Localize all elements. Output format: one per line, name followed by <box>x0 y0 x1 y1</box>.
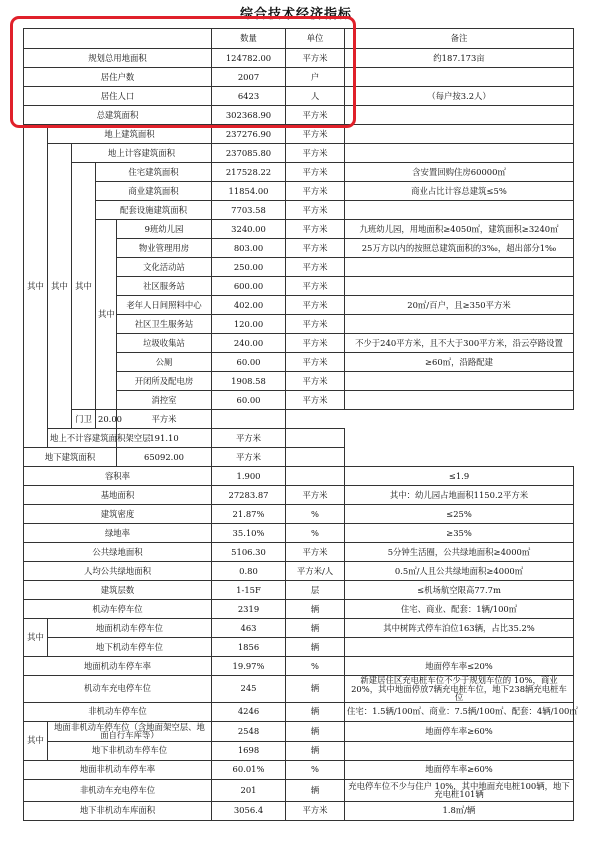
table-cell: ≥35% <box>345 524 574 543</box>
table-cell: 地面停车率≥60% <box>345 760 574 779</box>
table-cell: 65092.00 <box>117 448 212 467</box>
table-cell: 约187.173亩 <box>345 49 574 68</box>
table-cell: 5分钟生活圈，公共绿地面积≥4000㎡ <box>345 543 574 562</box>
table-cell: % <box>286 760 345 779</box>
table-cell: 2007 <box>212 68 286 87</box>
table-cell: 3240.00 <box>212 220 286 239</box>
table-cell: 地上建筑面积 <box>48 125 212 144</box>
table-cell <box>345 277 574 296</box>
table-cell: 地下非机动车库面积 <box>24 801 212 820</box>
table-cell: 120.00 <box>212 315 286 334</box>
table-cell: 地面机动车停车率 <box>24 657 212 676</box>
table-cell: 社区卫生服务站 <box>117 315 212 334</box>
table-row <box>24 543 574 562</box>
table-cell: 191.10 <box>117 429 212 448</box>
table-row <box>24 524 574 543</box>
table-cell: 户 <box>286 68 345 87</box>
table-cell: 文化活动站 <box>117 258 212 277</box>
table-row <box>24 163 574 182</box>
header-note: 备注 <box>345 29 574 49</box>
table-cell: 平方米 <box>286 201 345 220</box>
table-cell: 辆 <box>286 600 345 619</box>
table-cell: 平方米 <box>286 239 345 258</box>
table-cell <box>345 741 574 760</box>
table-cell: 门卫 <box>72 410 96 429</box>
table-cell: 平方米 <box>286 353 345 372</box>
table-cell: 5106.30 <box>212 543 286 562</box>
table-row <box>24 657 574 676</box>
table-cell: 住宅：1.5辆/100㎡、商业：7.5辆/100㎡、配套：4辆/100㎡ <box>345 702 574 721</box>
table-cell: 60.01% <box>212 760 286 779</box>
table-cell: 地面停车率≥60% <box>345 721 574 741</box>
table-cell: 其中：幼儿园占地面积1150.2平方米 <box>345 486 574 505</box>
header-item <box>24 29 212 49</box>
table-cell: 4246 <box>212 702 286 721</box>
table-cell: 19.97% <box>212 657 286 676</box>
table-cell: 公厕 <box>117 353 212 372</box>
table-cell: 250.00 <box>212 258 286 277</box>
table-cell: 600.00 <box>212 277 286 296</box>
header-quantity: 数量 <box>212 29 286 49</box>
table-cell: 0.80 <box>212 562 286 581</box>
table-cell: 0.5㎡/人且公共绿地面积≥4000㎡ <box>345 562 574 581</box>
table-cell: 层 <box>286 581 345 600</box>
table-cell: 1856 <box>212 638 286 657</box>
table-cell: 平方米 <box>286 144 345 163</box>
table-cell: 60.00 <box>212 353 286 372</box>
table-cell: % <box>286 657 345 676</box>
table-cell: 物业管理用房 <box>117 239 212 258</box>
table-cell: 402.00 <box>212 296 286 315</box>
table-cell <box>345 638 574 657</box>
document-title: 综合技术经济指标 <box>239 7 352 22</box>
table-cell: 平方米 <box>286 543 345 562</box>
table-cell: 辆 <box>286 619 345 638</box>
table-row <box>24 702 574 721</box>
table-cell: % <box>286 505 345 524</box>
table-cell: 基地面积 <box>24 486 212 505</box>
table-row <box>24 144 574 163</box>
table-cell: 2319 <box>212 600 286 619</box>
table-cell: 规划总用地面积 <box>24 49 212 68</box>
table-cell: 2548 <box>212 721 286 741</box>
group-label: 其中 <box>24 721 48 760</box>
table-cell: 充电停车位不少与住户 10%，其中地面充电桩100辆，地下充电桩101辆 <box>345 779 574 801</box>
table-cell: 地下建筑面积 <box>24 448 117 467</box>
table-cell: 平方米 <box>286 182 345 201</box>
table-cell: 1-15F <box>212 581 286 600</box>
table-cell: 平方米 <box>286 277 345 296</box>
table-cell: 辆 <box>286 779 345 801</box>
table-cell: 容积率 <box>24 467 212 486</box>
table-cell: 消控室 <box>117 391 212 410</box>
table-cell: 平方米/人 <box>286 562 345 581</box>
table-cell: 平方米 <box>212 429 286 448</box>
table-cell: 地下非机动车停车位 <box>48 741 212 760</box>
table-row <box>24 676 574 703</box>
table-row <box>24 721 574 741</box>
table-cell: 绿地率 <box>24 524 212 543</box>
table-cell: 居住人口 <box>24 87 212 106</box>
table-cell: 地上计容建筑面积 <box>72 144 212 163</box>
table-row <box>24 448 574 467</box>
table-cell: 25万方以内的按照总建筑面积的3‰，超出部分1‰ <box>345 239 574 258</box>
table-cell: （每户按3.2人） <box>345 87 574 106</box>
table-cell: 九班幼儿园，用地面积≥4050㎡，建筑面积≥3240㎡ <box>345 220 574 239</box>
table-cell <box>286 429 345 448</box>
table-row <box>24 49 574 68</box>
table-cell: 平方米 <box>286 372 345 391</box>
group-label: 其中 <box>48 144 72 429</box>
table-row <box>24 581 574 600</box>
table-cell: 新建居住区充电桩车位不少于规划车位的 10%，商业20%，其中地面停放7辆充电桩车位，地下238辆充电桩车位 <box>345 676 574 703</box>
table-cell <box>345 391 574 410</box>
table-row <box>24 600 574 619</box>
table-cell: ≤25% <box>345 505 574 524</box>
table-cell: 住宅、商业、配套：1辆/100㎡ <box>345 600 574 619</box>
table-cell: 其中树阵式停车泊位163辆，占比35.2% <box>345 619 574 638</box>
table-cell: 20.00 <box>96 410 117 429</box>
table-cell <box>212 410 286 429</box>
table-cell: 平方米 <box>286 315 345 334</box>
table-cell: 平方米 <box>286 486 345 505</box>
table-cell: 3056.4 <box>212 801 286 820</box>
table-cell: 地面非机动车停车率 <box>24 760 212 779</box>
table-cell <box>286 448 345 467</box>
table-row <box>24 467 574 486</box>
table-cell: 机动车充电停车位 <box>24 676 212 703</box>
table-cell <box>345 125 574 144</box>
table-cell: 302368.90 <box>212 106 286 125</box>
table-cell: 配套设施建筑面积 <box>96 201 212 220</box>
table-cell: 居住户数 <box>24 68 212 87</box>
header-row <box>24 29 574 49</box>
table-cell: 不少于240平方米，且不大于300平方米，沿云亭路设置 <box>345 334 574 353</box>
table-cell: 垃圾收集站 <box>117 334 212 353</box>
table-cell: 平方米 <box>286 801 345 820</box>
table-cell: 平方米 <box>117 410 212 429</box>
table-row <box>24 410 574 429</box>
table-cell <box>345 372 574 391</box>
table-cell: 总建筑面积 <box>24 106 212 125</box>
table-row <box>24 106 574 125</box>
table-cell: 开闭所及配电房 <box>117 372 212 391</box>
technical-economic-indicators-table <box>23 28 578 821</box>
table-cell: 237276.90 <box>212 125 286 144</box>
table-cell <box>345 258 574 277</box>
table-cell: 公共绿地面积 <box>24 543 212 562</box>
table-cell: 地面机动车停车位 <box>48 619 212 638</box>
table-cell: 7703.58 <box>212 201 286 220</box>
table-cell: 含安置回购住房60000㎡ <box>345 163 574 182</box>
table-cell: 地上不计容建筑面积架空层 <box>48 429 117 448</box>
table-cell: 非机动车停车位 <box>24 702 212 721</box>
table-cell: 人均公共绿地面积 <box>24 562 212 581</box>
group-label: 其中 <box>72 163 96 410</box>
table-cell: ≤机场航空限高77.7m <box>345 581 574 600</box>
table-cell: 人 <box>286 87 345 106</box>
table-cell: 9班幼儿园 <box>117 220 212 239</box>
table-row <box>24 68 574 87</box>
table-row <box>24 182 574 201</box>
table-row <box>24 220 574 239</box>
table-cell: % <box>286 524 345 543</box>
table-cell: 平方米 <box>286 258 345 277</box>
table-row <box>24 429 574 448</box>
table-cell: 平方米 <box>286 49 345 68</box>
table-cell: 217528.22 <box>212 163 286 182</box>
table-cell: 平方米 <box>286 125 345 144</box>
table-cell: 建筑层数 <box>24 581 212 600</box>
table-cell <box>345 315 574 334</box>
table-cell: 240.00 <box>212 334 286 353</box>
table-cell: 平方米 <box>286 220 345 239</box>
table-row <box>24 638 574 657</box>
group-label: 其中 <box>96 220 117 410</box>
table-row <box>24 505 574 524</box>
table-cell: 60.00 <box>212 391 286 410</box>
table-cell: 11854.00 <box>212 182 286 201</box>
table-cell: 地面停车率≤20% <box>345 657 574 676</box>
table-cell: 463 <box>212 619 286 638</box>
table-cell: 住宅建筑面积 <box>96 163 212 182</box>
table-cell: ≤1.9 <box>345 467 574 486</box>
table-cell: 老年人日间照料中心 <box>117 296 212 315</box>
table-cell: 245 <box>212 676 286 703</box>
table-cell: 非机动车充电停车位 <box>24 779 212 801</box>
table-cell <box>345 201 574 220</box>
table-row <box>24 619 574 638</box>
table-cell: 地下机动车停车位 <box>48 638 212 657</box>
table-cell: 辆 <box>286 702 345 721</box>
table-cell: 平方米 <box>286 391 345 410</box>
table-cell: 地面非机动车停车位（含地面架空层、地面自行车库等） <box>48 721 212 741</box>
table-row <box>24 779 574 801</box>
table-row <box>24 486 574 505</box>
table-cell: 平方米 <box>286 296 345 315</box>
table-cell: 6423 <box>212 87 286 106</box>
table-cell: 124782.00 <box>212 49 286 68</box>
table-cell: 辆 <box>286 638 345 657</box>
group-label: 其中 <box>24 125 48 448</box>
table-row <box>24 760 574 779</box>
table-row <box>24 741 574 760</box>
table-row <box>24 87 574 106</box>
table-cell: 1698 <box>212 741 286 760</box>
table-cell: 237085.80 <box>212 144 286 163</box>
table-cell: 35.10% <box>212 524 286 543</box>
table-cell: 201 <box>212 779 286 801</box>
table-cell: 20㎡/百户，且≥350平方米 <box>345 296 574 315</box>
table-cell: 1908.58 <box>212 372 286 391</box>
table-cell: 社区服务站 <box>117 277 212 296</box>
table-cell <box>345 144 574 163</box>
table-cell: 803.00 <box>212 239 286 258</box>
table-cell: 平方米 <box>286 106 345 125</box>
header-unit: 单位 <box>286 29 345 49</box>
table-cell: 平方米 <box>212 448 286 467</box>
table-cell <box>345 68 574 87</box>
table-cell: 建筑密度 <box>24 505 212 524</box>
table-cell: 27283.87 <box>212 486 286 505</box>
table-cell: 辆 <box>286 676 345 703</box>
table-cell: 1.900 <box>212 467 286 486</box>
table-row <box>24 125 574 144</box>
table-cell <box>286 467 345 486</box>
table-row <box>24 801 574 820</box>
table-cell: 1.8㎡/辆 <box>345 801 574 820</box>
table-cell: 机动车停车位 <box>24 600 212 619</box>
table-cell: 辆 <box>286 741 345 760</box>
table-cell: 辆 <box>286 721 345 741</box>
table-cell: 平方米 <box>286 334 345 353</box>
table-cell <box>345 106 574 125</box>
table-cell: 21.87% <box>212 505 286 524</box>
table-cell: 商业建筑面积 <box>96 182 212 201</box>
group-label: 其中 <box>24 619 48 657</box>
table-cell: 商业占比计容总建筑≤5% <box>345 182 574 201</box>
table-row <box>24 562 574 581</box>
table-cell: 平方米 <box>286 163 345 182</box>
table-row <box>24 201 574 220</box>
table-cell: ≥60㎡，沿路配建 <box>345 353 574 372</box>
